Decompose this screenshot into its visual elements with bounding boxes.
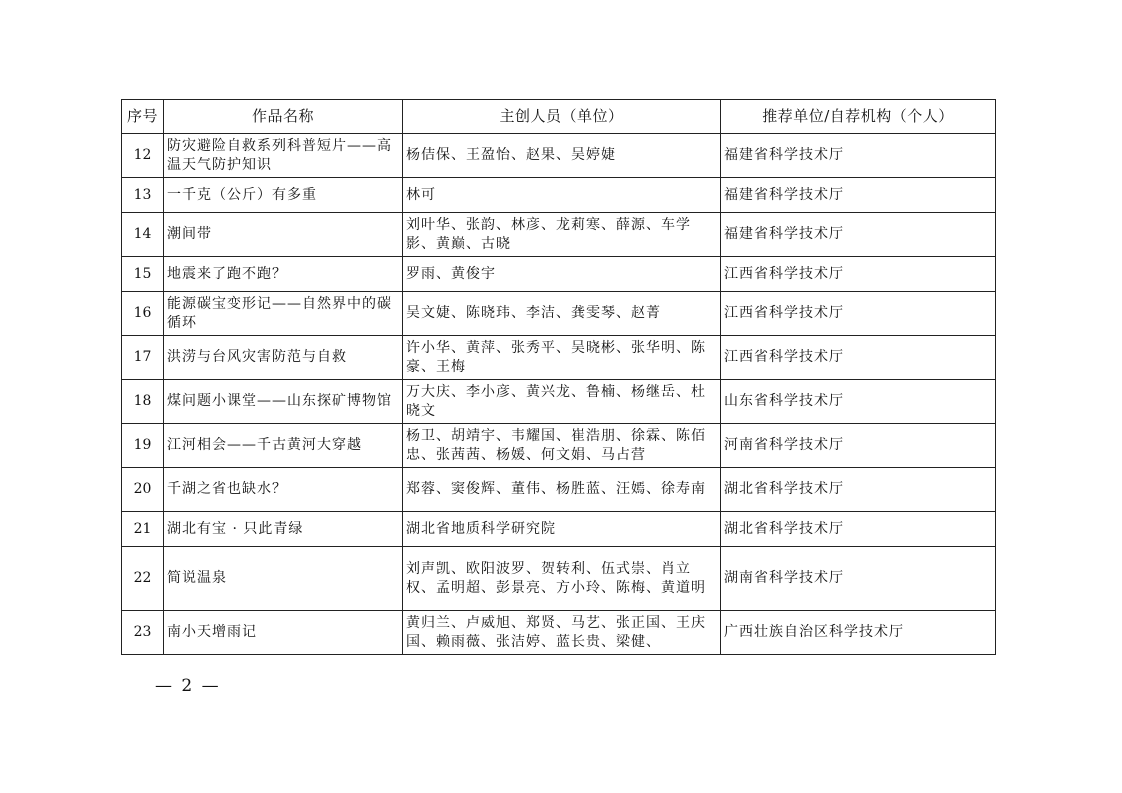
row-num: 21: [122, 512, 164, 547]
table-row: [122, 336, 996, 380]
row-authors: 湖北省地质科学研究院: [403, 512, 721, 547]
row-org: 福建省科学技术厅: [721, 213, 996, 257]
row-org: 山东省科学技术厅: [721, 380, 996, 424]
header-title: 作品名称: [164, 100, 403, 134]
table-row: [122, 512, 996, 547]
row-org: 江西省科学技术厅: [721, 336, 996, 380]
row-authors: 林可: [403, 178, 721, 213]
table-row: [122, 424, 996, 468]
table-row: [122, 257, 996, 292]
table-row: [122, 380, 996, 424]
row-title: 江河相会——千古黄河大穿越: [164, 424, 403, 468]
row-authors: 黄归兰、卢威旭、郑贤、马艺、张正国、王庆国、赖雨薇、张洁婷、蓝长贵、梁健、: [403, 611, 721, 655]
row-authors: 罗雨、黄俊宇: [403, 257, 721, 292]
row-num: 23: [122, 611, 164, 655]
row-org: 福建省科学技术厅: [721, 134, 996, 178]
row-authors: 刘声凯、欧阳波罗、贺转利、伍式崇、肖立权、孟明超、彭景亮、方小玲、陈梅、黄道明: [403, 547, 721, 611]
row-num: 22: [122, 547, 164, 611]
row-org: 河南省科学技术厅: [721, 424, 996, 468]
row-num: 20: [122, 468, 164, 512]
table-row: [122, 178, 996, 213]
row-org: 江西省科学技术厅: [721, 292, 996, 336]
row-num: 13: [122, 178, 164, 213]
awards-table: [121, 99, 996, 655]
row-title: 煤问题小课堂——山东探矿博物馆: [164, 380, 403, 424]
table-row: [122, 134, 996, 178]
header-authors: 主创人员（单位）: [403, 100, 721, 134]
table-header-row: [122, 100, 996, 134]
row-title: 洪涝与台风灾害防范与自救: [164, 336, 403, 380]
row-org: 江西省科学技术厅: [721, 257, 996, 292]
row-authors: 许小华、黄萍、张秀平、吴晓彬、张华明、陈豪、王梅: [403, 336, 721, 380]
row-num: 18: [122, 380, 164, 424]
row-authors: 杨卫、胡靖宇、韦耀国、崔浩朋、徐霖、陈佰忠、张茜茜、杨媛、何文娟、马占营: [403, 424, 721, 468]
row-authors: 吴文婕、陈晓玮、李洁、龚雯琴、赵菁: [403, 292, 721, 336]
row-authors: 刘叶华、张韵、林彦、龙莉寒、薛源、车学影、黄巅、古晓: [403, 213, 721, 257]
table-row: [122, 468, 996, 512]
header-num: 序号: [122, 100, 164, 134]
row-authors: 杨佶保、王盈怡、赵果、吴婷婕: [403, 134, 721, 178]
row-org: 湖北省科学技术厅: [721, 468, 996, 512]
row-title: 一千克（公斤）有多重: [164, 178, 403, 213]
table-row: [122, 611, 996, 655]
row-num: 12: [122, 134, 164, 178]
row-num: 17: [122, 336, 164, 380]
table-row: [122, 292, 996, 336]
row-num: 15: [122, 257, 164, 292]
row-title: 防灾避险自救系列科普短片——高温天气防护知识: [164, 134, 403, 178]
row-title: 湖北有宝 · 只此青绿: [164, 512, 403, 547]
row-authors: 郑蓉、窦俊辉、董伟、杨胜蓝、汪嫣、徐寿南: [403, 468, 721, 512]
row-org: 广西壮族自治区科学技术厅: [721, 611, 996, 655]
row-title: 潮间带: [164, 213, 403, 257]
page-number: — 2 —: [155, 676, 221, 696]
row-num: 16: [122, 292, 164, 336]
header-org: 推荐单位/自荐机构（个人）: [721, 100, 996, 134]
row-title: 千湖之省也缺水？: [164, 468, 403, 512]
row-org: 湖北省科学技术厅: [721, 512, 996, 547]
row-num: 19: [122, 424, 164, 468]
row-authors: 万大庆、李小彦、黄兴龙、鲁楠、杨继岳、杜晓文: [403, 380, 721, 424]
row-title: 地震来了跑不跑？: [164, 257, 403, 292]
row-org: 福建省科学技术厅: [721, 178, 996, 213]
row-title: 能源碳宝变形记——自然界中的碳循环: [164, 292, 403, 336]
table-row: [122, 213, 996, 257]
table-row: [122, 547, 996, 611]
row-num: 14: [122, 213, 164, 257]
row-title: 南小天增雨记: [164, 611, 403, 655]
row-org: 湖南省科学技术厅: [721, 547, 996, 611]
row-title: 简说温泉: [164, 547, 403, 611]
